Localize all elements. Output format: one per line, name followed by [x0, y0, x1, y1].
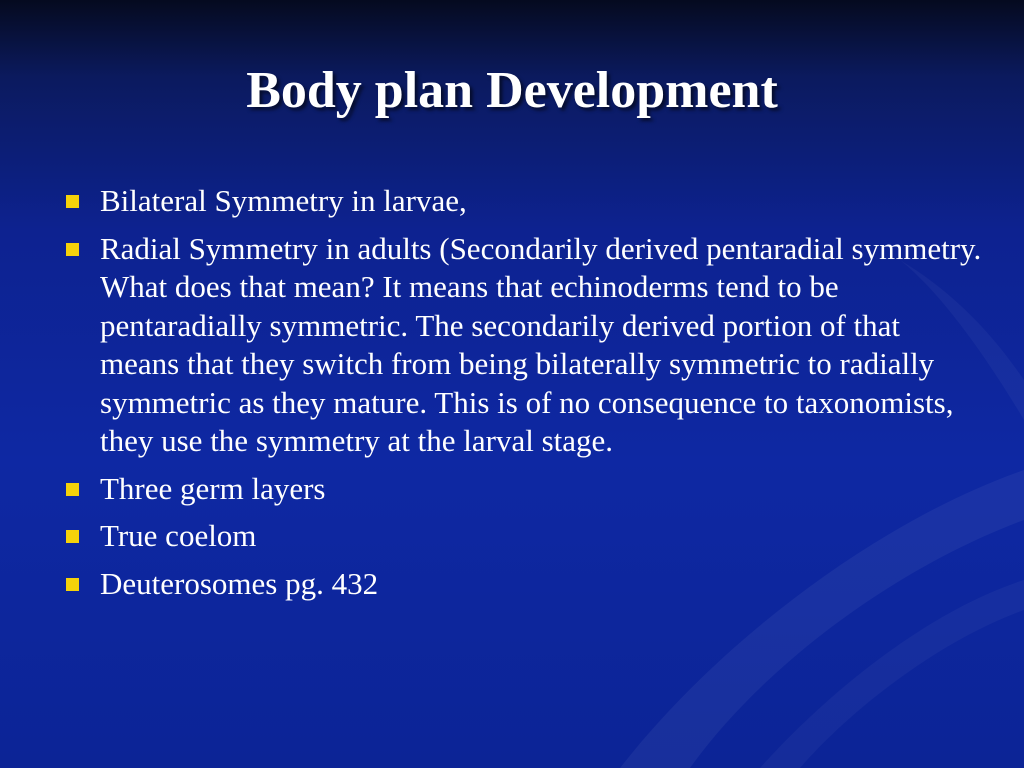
bullet-text: Three germ layers: [100, 470, 326, 506]
bullet-text: True coelom: [100, 518, 257, 553]
bullet-item-adult-symmetry: [62, 230, 982, 461]
bullet-text: Bilateral Symmetry in larvae,: [100, 183, 467, 218]
square-bullet-icon: [66, 243, 79, 256]
bullet-item-germ-layers: [62, 470, 982, 509]
square-bullet-icon: [66, 483, 79, 496]
slide-title: Body plan Development: [246, 62, 778, 119]
square-bullet-icon: [66, 195, 79, 208]
square-bullet-icon: [66, 530, 79, 543]
square-bullet-icon: [66, 578, 79, 591]
bullet-item-deuterosomes: [62, 565, 982, 604]
bullet-list: [62, 182, 982, 612]
bullet-text: Radial Symmetry in adults (Secondarily derived pentaradial symmetry. What does that mean? It means that echinoderms tend to be pentaradially symmetric. The secondarily derived portion of that means that they switch from being bilaterally symmetric to radially symmetric as they mature. This is of no consequence to taxonomists, they use the symmetry at the larval stage.: [100, 230, 982, 458]
bullet-item-larvae-symmetry: [62, 182, 982, 221]
bullet-item-coelom: [62, 517, 982, 556]
bullet-text: Deuterosomes pg. 432: [100, 565, 379, 601]
